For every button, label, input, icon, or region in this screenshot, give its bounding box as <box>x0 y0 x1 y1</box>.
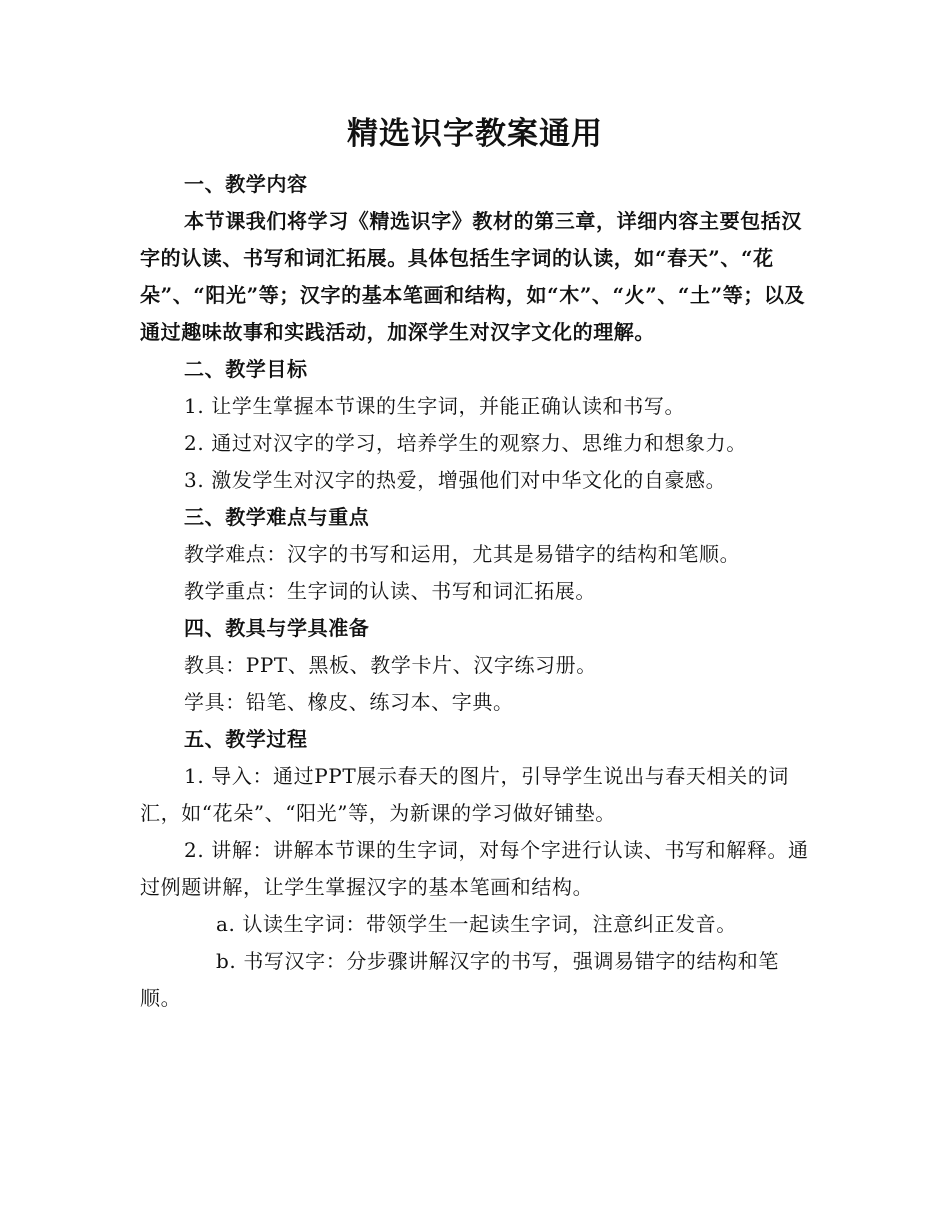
document-title: 精选识字教案通用 <box>347 116 603 152</box>
process-item-2: 2. 讲解：讲解本节课的生字词，对每个字进行认读、书写和解释。通过例题讲解，让学生掌握汉字的基本笔画和结构。 <box>140 838 809 899</box>
document-body <box>140 166 820 1017</box>
section-heading-objectives: 二、教学目标 <box>184 357 308 381</box>
keypoint-item: 教学重点：生字词的认读、书写和词汇拓展。 <box>184 579 596 603</box>
process-item-1: 1. 导入：通过PPT展示春天的图片，引导学生说出与春天相关的词汇，如“花朵”、“阳光”等，为新课的学习做好铺垫。 <box>140 764 789 825</box>
difficulty-item: 教学难点：汉字的书写和运用，尤其是易错字的结构和笔顺。 <box>184 542 741 566</box>
section-heading-difficulties: 三、教学难点与重点 <box>184 505 370 529</box>
student-materials: 学具：铅笔、橡皮、练习本、字典。 <box>184 690 514 714</box>
objective-item-2: 2. 通过对汉字的学习，培养学生的观察力、思维力和想象力。 <box>184 431 747 455</box>
section-heading-process: 五、教学过程 <box>184 727 308 751</box>
teacher-materials: 教具：PPT、黑板、教学卡片、汉字练习册。 <box>184 653 597 677</box>
section-heading-content: 一、教学内容 <box>184 172 308 196</box>
process-subitem-b: b. 书写汉字：分步骤讲解汉字的书写，强调易错字的结构和笔顺。 <box>140 949 779 1010</box>
objective-item-3: 3. 激发学生对汉字的热爱，增强他们对中华文化的自豪感。 <box>184 468 727 492</box>
section-heading-materials: 四、教具与学具准备 <box>184 616 370 640</box>
objective-item-1: 1. 让学生掌握本节课的生字词，并能正确认读和书写。 <box>184 394 686 418</box>
section-paragraph-content: 本节课我们将学习《精选识字》教材的第三章，详细内容主要包括汉字的认读、书写和词汇拓展。具体包括生字词的认读，如“春天”、“花朵”、“阳光”等；汉字的基本笔画和结构，如“木”、“火”、“土”等；以及通过趣味故事和实践活动，加深学生对汉字文化的理解。 <box>140 209 806 344</box>
process-subitem-a: a. 认读生字词：带领学生一起读生字词，注意纠正发音。 <box>216 912 737 936</box>
